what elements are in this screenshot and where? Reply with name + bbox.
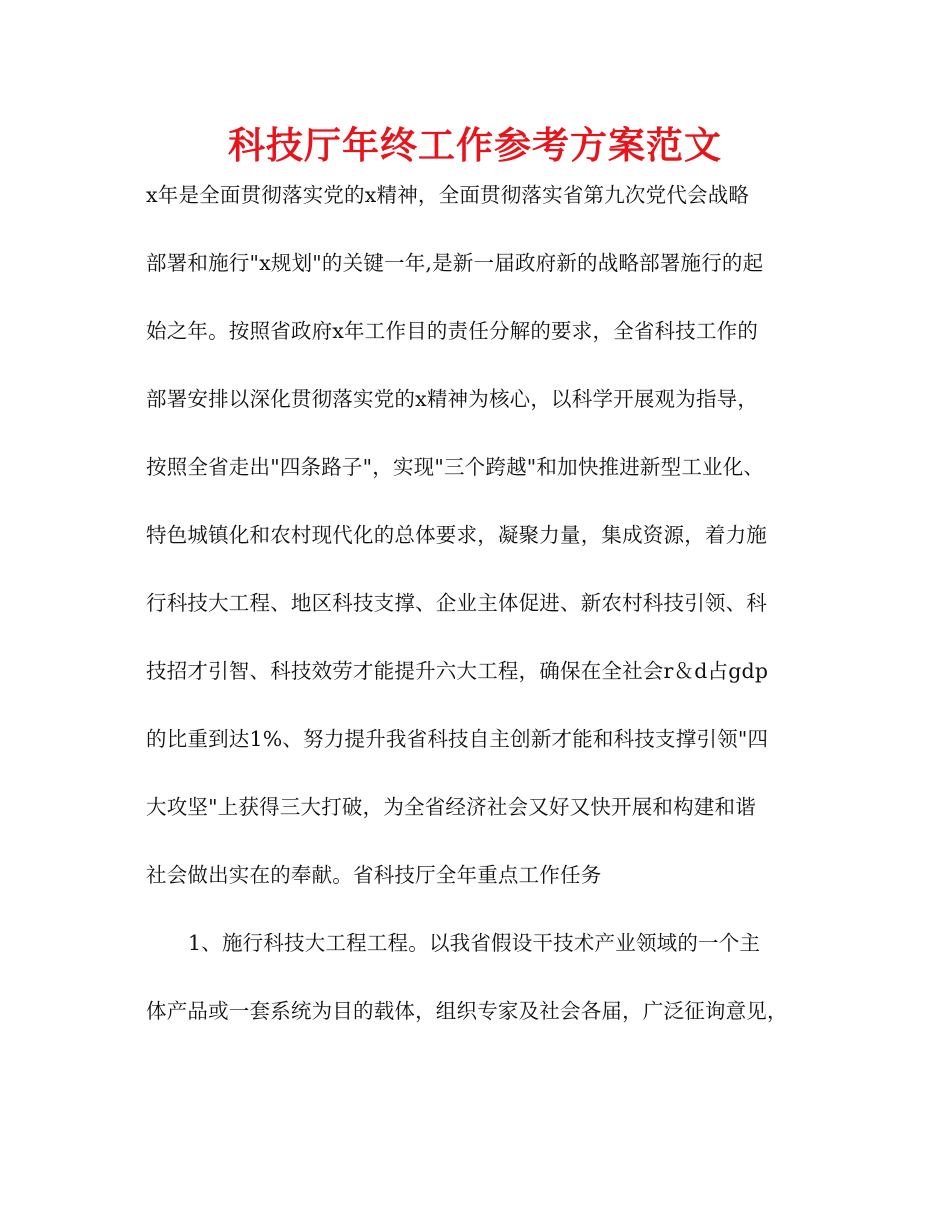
document-title: 科技厅年终工作参考方案范文	[228, 124, 722, 167]
paragraph-line: 部署和施行"x规划"的关键一年,是新一届政府新的战略部署施行的起	[146, 251, 764, 275]
paragraph-line: 大攻坚"上获得三大打破，为全省经济社会又好又快开展和构建和谐	[146, 795, 756, 819]
paragraph-line: 技招才引智、科技效劳才能提升六大工程，确保在全社会r＆d占gdp	[146, 659, 769, 683]
paragraph-line: x年是全面贯彻落实党的x精神，全面贯彻落实省第九次党代会战略	[146, 183, 750, 207]
paragraph-line: 始之年。按照省政府x年工作目的责任分解的要求，全省科技工作的	[146, 319, 759, 343]
paragraph-line: 社会做出实在的奉献。省科技厅全年重点工作任务	[146, 863, 602, 887]
paragraph-line: 1、施行科技大工程工程。以我省假设干技术产业领域的一个主	[188, 931, 761, 955]
paragraph-line: 特色城镇化和农村现代化的总体要求，凝聚力量，集成资源，着力施	[146, 523, 767, 547]
paragraph-line: 体产品或一套系统为目的载体，组织专家及社会各届，广泛征询意见，	[146, 999, 788, 1023]
document-body	[146, 170, 826, 1054]
paragraph-line: 按照全省走出"四条路子"，实现"三个跨越"和加快推进新型工业化、	[146, 455, 765, 479]
paragraph-line: 部署安排以深化贯彻落实党的x精神为核心，以科学开展观为指导，	[146, 387, 759, 411]
paragraph-line: 行科技大工程、地区科技支撑、企业主体促进、新农村科技引领、科	[146, 591, 767, 615]
paragraph-line: 的比重到达1%、努力提升我省科技自主创新才能和科技支撑引领"四	[146, 727, 769, 751]
